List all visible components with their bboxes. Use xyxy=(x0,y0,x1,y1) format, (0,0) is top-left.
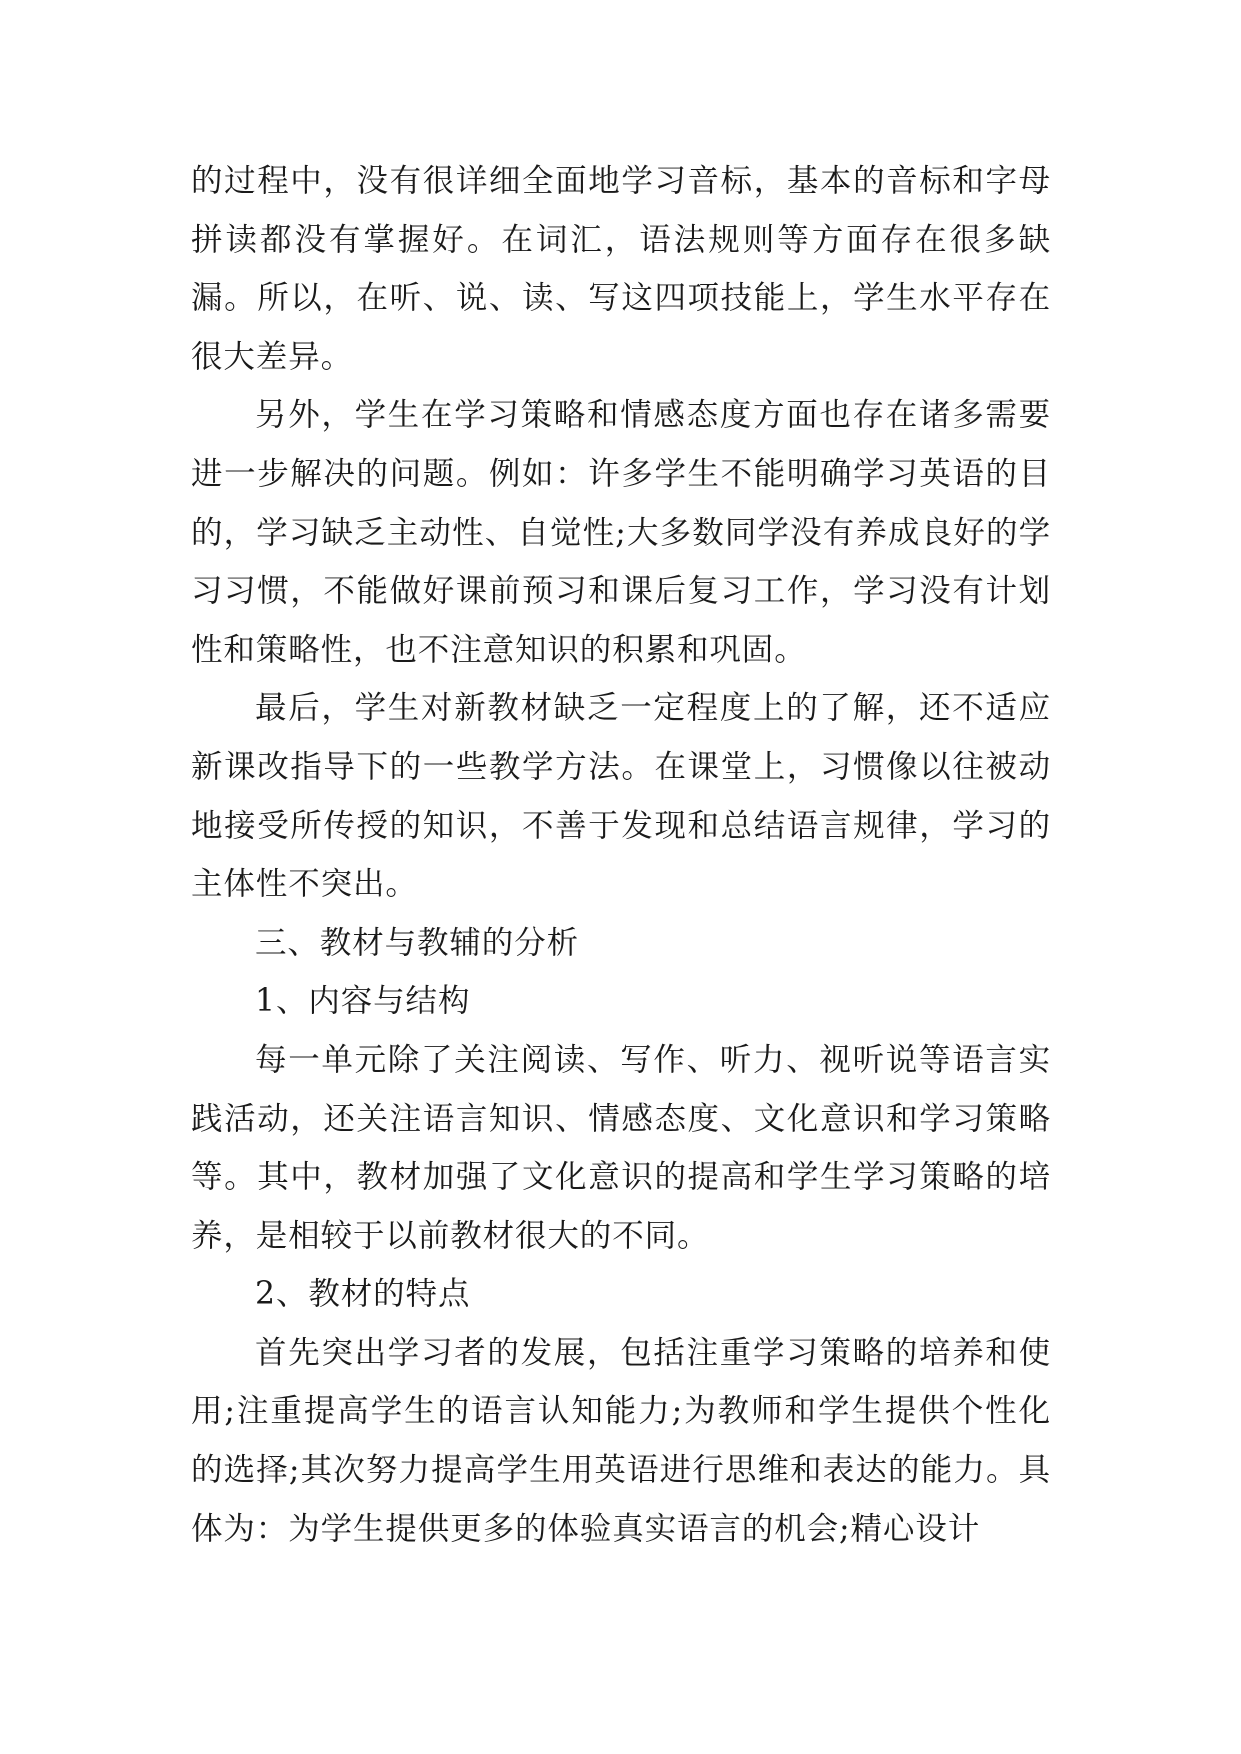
paragraph-learning-strategy: 另外，学生在学习策略和情感态度方面也存在诸多需要进一步解决的问题。例如：许多学生不能明确学习英语的目的，学习缺乏主动性、自觉性;大多数同学没有养成良好的学习习惯，不能做好课前预习和课后复习工作，学习没有计划性和策略性，也不注意知识的积累和巩固。 xyxy=(191,397,1051,668)
section-heading-textbook-analysis: 三、教材与教辅的分析 xyxy=(255,924,580,961)
paragraph-new-textbook: 最后，学生对新教材缺乏一定程度上的了解，还不适应新课改指导下的一些教学方法。在课堂上，习惯像以往被动地接受所传授的知识，不善于发现和总结语言规律，学习的主体性不突出。 xyxy=(191,690,1051,903)
paragraph-features-detail: 首先突出学习者的发展，包括注重学习策略的培养和使用;注重提高学生的语言认知能力;为教师和学生提供个性化的选择;其次努力提高学生用英语进行思维和表达的能力。具体为：为学生提供更多的体验真实语言的机会;精心设计 xyxy=(191,1334,1051,1547)
subheading-content-structure: 1、内容与结构 xyxy=(255,983,471,1020)
document-body xyxy=(191,152,1051,1558)
paragraph-unit-content: 每一单元除了关注阅读、写作、听力、视听说等语言实践活动，还关注语言知识、情感态度、文化意识和学习策略等。其中，教材加强了文化意识的提高和学生学习策略的培养，是相较于以前教材很大的不同。 xyxy=(191,1041,1051,1254)
subheading-textbook-features: 2、教材的特点 xyxy=(255,1276,471,1313)
paragraph-continuation: 的过程中，没有很详细全面地学习音标，基本的音标和字母拼读都没有掌握好。在词汇，语法规则等方面存在很多缺漏。所以，在听、说、读、写这四项技能上，学生水平存在很大差异。 xyxy=(191,163,1051,375)
